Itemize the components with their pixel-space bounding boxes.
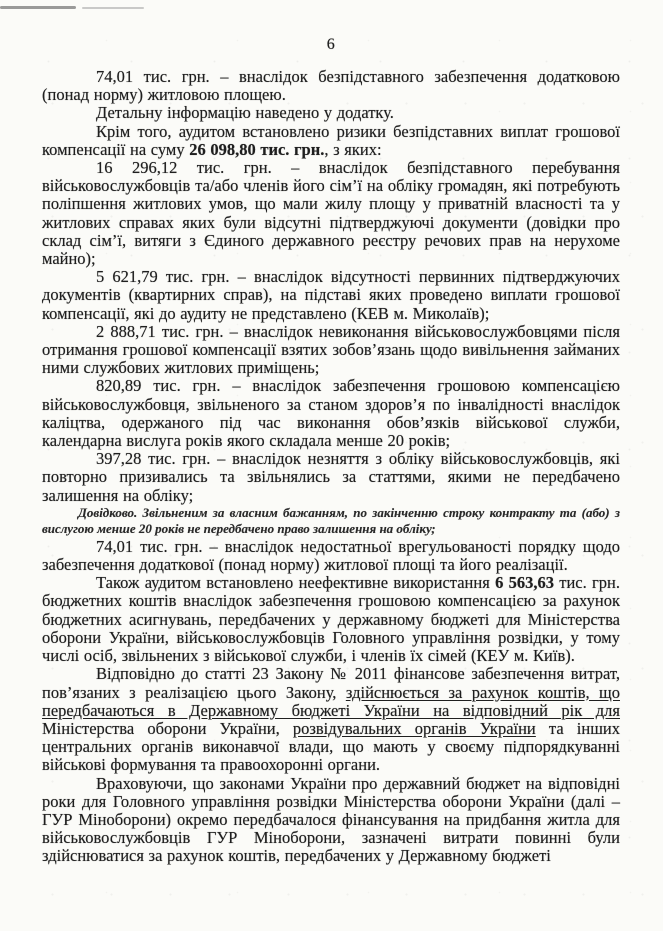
paragraph-law-2011 xyxy=(42,665,620,774)
text-run: тис. грн. бюджетних коштів внаслідок забезпечення грошовою компенсацією за рахунок бюджетних асигнувань, передбачених у державному бюджеті для Міністерства оборони України, військовослужбовців Головного управління розвідки, у тому числі осіб, звільнених з військової служби, і членів їх сімей (КЕУ м. Київ). xyxy=(42,573,620,666)
text-run: та інших центральних органів виконавчої влади, що мають у своєму підпорядкуванні військові формування та правоохоронні органи. xyxy=(42,718,620,775)
amount-6563-bold: 6 563,63 xyxy=(495,573,554,593)
paragraph-risks-total xyxy=(42,123,620,159)
text-run: Міністерства оборони України, xyxy=(42,718,293,738)
text-run: Крім того, аудитом встановлено ризики безпідставних виплат грошової компенсації на суму xyxy=(42,121,620,159)
paragraph-2888: 2 888,71 тис. грн. – внаслідок невиконання військовослужбовцями після отримання грошової компенсації взятих зобов’язань щодо вивільнення займаних ними службових житлових приміщень; xyxy=(42,321,620,378)
amount-26098-bold: 26 098,80 тис. грн. xyxy=(189,139,325,159)
paragraph-74-01-additional-area: 74,01 тис. грн. – внаслідок безпідставного забезпечення додатковою (понад норму) житловою площею. xyxy=(42,67,620,105)
document-body xyxy=(42,68,620,866)
text-run: Відповідно до статті 23 Закону № 2011 фінансове забезпечення витрат, пов’язаних з реалізацією цього Закону, xyxy=(42,664,620,702)
text-run: , з яких: xyxy=(324,139,382,159)
paragraph-ineffective-6563 xyxy=(42,574,620,665)
scan-smudge-artifact xyxy=(0,6,76,9)
paragraph-820: 820,89 тис. грн. – внаслідок забезпечення грошовою компенсацією військовослужбовця, звільненого за станом здоров’я по інвалідності внаслідок каліцтва, одержаного під час виконання обов’язків військової служби, календарна вислуга років якого складала менше 20 років; xyxy=(42,376,620,451)
paragraph-5621: 5 621,79 тис. грн. – внаслідок відсутності первинних підтверджуючих документів (квартирних справ), на підставі яких проведено виплати грошової компенсації, які до аудиту не представлено (КЕВ м. Миколаїв); xyxy=(42,267,620,323)
paragraph-74-01-regulation: 74,01 тис. грн. – внаслідок недостатньої врегульованості порядку щодо забезпечення додаткової (понад норму) житлової площі та його реалізації. xyxy=(42,536,620,575)
underlined-clause: розвідувальних органів України xyxy=(292,718,536,738)
note-dovidkovo: Довідково. Звільненим за власним бажанням, по закінченню строку контракту та (або) з вислугою менше 20 років не передбачено право залишення на обліку; xyxy=(42,504,620,537)
text-run: Також аудитом встановлено неефективне використання xyxy=(96,573,496,593)
paragraph-gur-funding: Враховуючи, що законами України про державний бюджет на відповідні роки для Головного управління розвідки Міністерства оборони України (далі – ГУР Міноборони) окремо передбачалося фінансування на придбання житла для військовослужбовців ГУР Міноборони, зазначені витрати повинні були здійснюватися за рахунок коштів, передбачених у Державному бюджеті xyxy=(42,773,620,866)
paragraph-details-appendix: Детальну інформацію наведено у додатку. xyxy=(96,103,394,123)
page-number: 6 xyxy=(326,36,336,53)
scan-smudge-artifact xyxy=(82,7,144,9)
paragraph-16296: 16 296,12 тис. грн. – внаслідок безпідставного перебування військовослужбовців та/або членів його сім’ї на обліку громадян, які потребують поліпшення житлових умов, що мали жилу площу у приватній власності та у житлових справах яких були відсутні підтверджуючі документи (довідки про склад сім’ї, витяги з Єдиного державного реєстру речових прав на нерухоме майно); xyxy=(42,158,620,269)
paragraph-397: 397,28 тис. грн. – внаслідок незняття з обліку військовослужбовців, які повторно призивались та звільнялись за статтями, якими не передбачено залишення на обліку; xyxy=(42,449,620,505)
underlined-clause: здійснюється за рахунок коштів, що передбачаються в Державному бюджеті України на відповідний рік для xyxy=(42,682,620,720)
